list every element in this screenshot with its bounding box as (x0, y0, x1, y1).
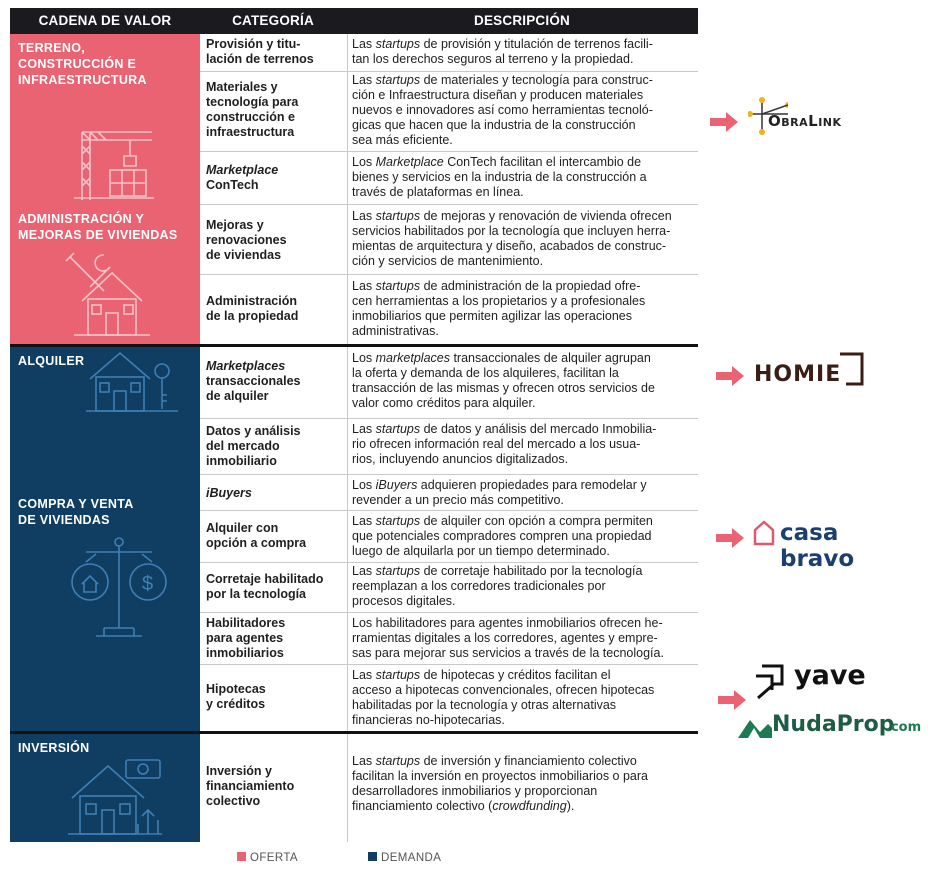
description-text: habilitadas por la tecnología y otras alternativas (352, 698, 617, 712)
table-row (200, 665, 698, 731)
description-text: rramientas digitales a los corredores, agentes y empre- (352, 631, 658, 645)
category-text: inmobiliario (206, 454, 277, 468)
description-text: mientas de arquitectura y diseño, acabados de construc- (352, 239, 667, 253)
description-text: luego de alquilarla por un tiempo determinado. (352, 544, 610, 558)
description-text: revender a un precio más competitivo. (352, 493, 564, 507)
description-text: procesos digitales. (352, 594, 456, 608)
header-description: DESCRIPCIÓN (474, 13, 570, 28)
category-text: Habilitadores (206, 616, 286, 630)
yave-logo (752, 660, 866, 700)
description-text: Las startups de inversión y financiamiento colectivo (352, 754, 637, 768)
section-terreno (10, 34, 200, 205)
description-text: valor como créditos para alquiler. (352, 396, 536, 410)
table-header (10, 8, 698, 34)
section-title-line: MEJORAS DE VIVIENDAS (18, 228, 178, 242)
section-title-line: ADMINISTRACIÓN Y (18, 212, 145, 226)
section-title-line: COMPRA Y VENTA (18, 497, 134, 511)
category-text: inmobiliarios (206, 646, 284, 660)
description-text: administrativas. (352, 324, 439, 338)
description-text: través de plataformas en línea. (352, 185, 524, 199)
description-text: financiamiento colectivo (crowdfunding). (352, 799, 575, 813)
table-row (200, 419, 698, 475)
description-text: sas para mejorar sus servicios a través de la tecnología. (352, 646, 664, 660)
obralink-text: L (808, 112, 819, 130)
table-row (200, 563, 698, 613)
description-text: Las startups de mejoras y renovación de vivienda ofrecen (352, 209, 672, 223)
nudaprop-com-text: .com (886, 720, 922, 735)
category-text: y créditos (206, 697, 266, 711)
category-text: Mejoras y (206, 218, 264, 232)
house-key-icon (84, 349, 180, 415)
legend-demanda (368, 852, 441, 864)
category-text: Corretaje habilitado (206, 572, 324, 586)
description-text: desarrolladores inmobiliarios y proporcionan (352, 784, 598, 798)
section-title-line: INVERSIÓN (18, 741, 90, 755)
header-value-chain: CADENA DE VALOR (38, 13, 172, 28)
description-text: rios, incluyendo anuncios digitalizados. (352, 452, 569, 466)
homie-text: HOMIE (754, 362, 842, 387)
table-row (200, 613, 698, 665)
section-inversion (10, 734, 200, 842)
arrow-right-icon (716, 528, 744, 548)
description-text: Las startups de datos y análisis del mercado Inmobilia- (352, 422, 657, 436)
category-text: Marketplace (206, 163, 279, 177)
description-text: gicas que hacen que la industria de la construcción (352, 118, 636, 132)
category-text: ConTech (206, 178, 259, 192)
description-text: transacción de las mismas y ofrecen otros servicios de (352, 381, 655, 395)
description-text: facilitan la inversión en proyectos inmobiliarios o para (352, 769, 648, 783)
description-text: Los iBuyers adquieren propiedades para remodelar y (352, 478, 647, 492)
category-text: de alquiler (206, 389, 269, 403)
description-text: Las startups de alquiler con opción a compra permiten (352, 514, 653, 528)
category-text: lación de terrenos (206, 52, 314, 66)
section-title-line: CONSTRUCCIÓN E (18, 57, 137, 71)
table-row (200, 152, 698, 205)
table-row (200, 275, 698, 344)
tools-house-icon (60, 247, 160, 339)
table-row (200, 734, 698, 842)
house-investment-icon (66, 758, 166, 838)
description-text: cen herramientas a los propietarios y a profesionales (352, 294, 646, 308)
description-text: Las startups de materiales y tecnología para construc- (352, 73, 653, 87)
description-text: nuevos e innovadores así como herramientas tecnoló- (352, 103, 653, 117)
arrow-right-icon (718, 690, 746, 710)
description-text: bienes y servicios en la industria de la construcción a (352, 170, 647, 184)
description-text: Los habilitadores para agentes inmobiliarios ofrecen he- (352, 616, 663, 630)
description-text: sea más eficiente. (352, 133, 453, 147)
arrow-right-icon (710, 112, 738, 132)
description-text: Las startups de provisión y titulación de terrenos facili- (352, 37, 653, 51)
homie-logo (754, 350, 866, 386)
category-text: Marketplaces (206, 359, 286, 373)
description-text: rio ofrecen información real del mercado a los usua- (352, 437, 641, 451)
description-text: acceso a hipotecas convencionales, ofrecen hipotecas (352, 683, 655, 697)
description-text: tan los derechos seguros al terreno y la propiedad. (352, 52, 634, 66)
scale-icon (66, 536, 172, 640)
category-text: infraestructura (206, 125, 295, 139)
description-text: Las startups de administración de la propiedad ofre- (352, 279, 641, 293)
casabravo-house-icon (752, 520, 776, 546)
legend-swatch-oferta (237, 852, 246, 861)
section-title-line: ALQUILER (18, 354, 85, 368)
description-text: que potenciales compradores compren una propiedad (352, 529, 652, 543)
description-text: ción e Infraestructura diseñan y producen materiales (352, 88, 644, 102)
crane-building-icon (70, 126, 156, 200)
description-text: inmobiliarios que permiten agilizar las operaciones (352, 309, 633, 323)
category-text: transaccionales (206, 374, 301, 388)
category-text: opción a compra (206, 536, 307, 550)
description-text: ción y servicios de mantenimiento. (352, 254, 544, 268)
category-text: Inversión y (206, 764, 272, 778)
table-row (200, 511, 698, 563)
description-text: Las startups de corretaje habilitado por la tecnología (352, 564, 643, 578)
category-text: financiamiento (206, 779, 295, 793)
category-text: del mercado (206, 439, 280, 453)
section-administracion (10, 205, 200, 344)
description-text: reemplazan a los corredores tradicionales por (352, 579, 606, 593)
casabravo-logo (752, 518, 912, 572)
legend-label-oferta: OFERTA (250, 852, 298, 864)
nudaprop-logo (738, 712, 924, 742)
table-row (200, 475, 698, 511)
obralink-logo (748, 96, 858, 136)
yave-text: yave (794, 660, 866, 691)
obralink-text: O (768, 112, 782, 130)
arrow-right-icon (716, 366, 744, 386)
category-text: colectivo (206, 794, 261, 808)
homie-bracket-icon (838, 352, 864, 386)
obralink-text: BRA (781, 116, 809, 129)
description-text: Los marketplaces transaccionales de alquiler agrupan (352, 351, 651, 365)
section-compra-venta (10, 419, 200, 731)
svg-text:$: $ (142, 573, 154, 595)
table-row (200, 205, 698, 275)
section-alquiler (10, 347, 200, 419)
category-text: de viviendas (206, 248, 282, 262)
category-text: tecnología para (206, 95, 299, 109)
description-text: Las startups de hipotecas y créditos facilitan el (352, 668, 611, 682)
legend-oferta (237, 852, 298, 864)
section-title-line: TERRENO, (18, 41, 85, 55)
nudaprop-roof-icon (738, 716, 772, 738)
legend-label-demanda: DEMANDA (381, 852, 442, 864)
category-text: Hipotecas (206, 682, 266, 696)
category-text: Materiales y (206, 80, 278, 94)
yave-mark-icon (752, 662, 788, 700)
category-text: iBuyers (206, 486, 252, 500)
nudaprop-text: NudaProp (772, 712, 895, 737)
category-text: construcción e (206, 110, 295, 124)
category-text: Provisión y titu- (206, 37, 301, 51)
description-text: financieras no-hipotecarias. (352, 713, 505, 727)
category-text: Datos y análisis (206, 424, 301, 438)
category-text: renovaciones (206, 233, 287, 247)
obralink-text: INK (818, 116, 842, 129)
table-row (200, 34, 698, 72)
category-text: por la tecnología (206, 587, 307, 601)
table-row (200, 72, 698, 152)
section-title-line: DE VIVIENDAS (18, 513, 110, 527)
description-text: la oferta y demanda de los alquileres, facilitan la (352, 366, 619, 380)
header-category: CATEGORÍA (232, 13, 314, 28)
casabravo-text: casa bravo (780, 520, 855, 572)
description-text: servicios habilitados por la tecnología que incluyen herra- (352, 224, 671, 238)
table-row (200, 347, 698, 419)
description-text: Los Marketplace ConTech facilitan el intercambio de (352, 155, 642, 169)
section-title-line: INFRAESTRUCTURA (18, 73, 147, 87)
category-text: de la propiedad (206, 309, 299, 323)
category-text: Administración (206, 294, 297, 308)
category-text: para agentes (206, 631, 284, 645)
category-text: Alquiler con (206, 521, 279, 535)
legend-swatch-demanda (368, 852, 377, 861)
